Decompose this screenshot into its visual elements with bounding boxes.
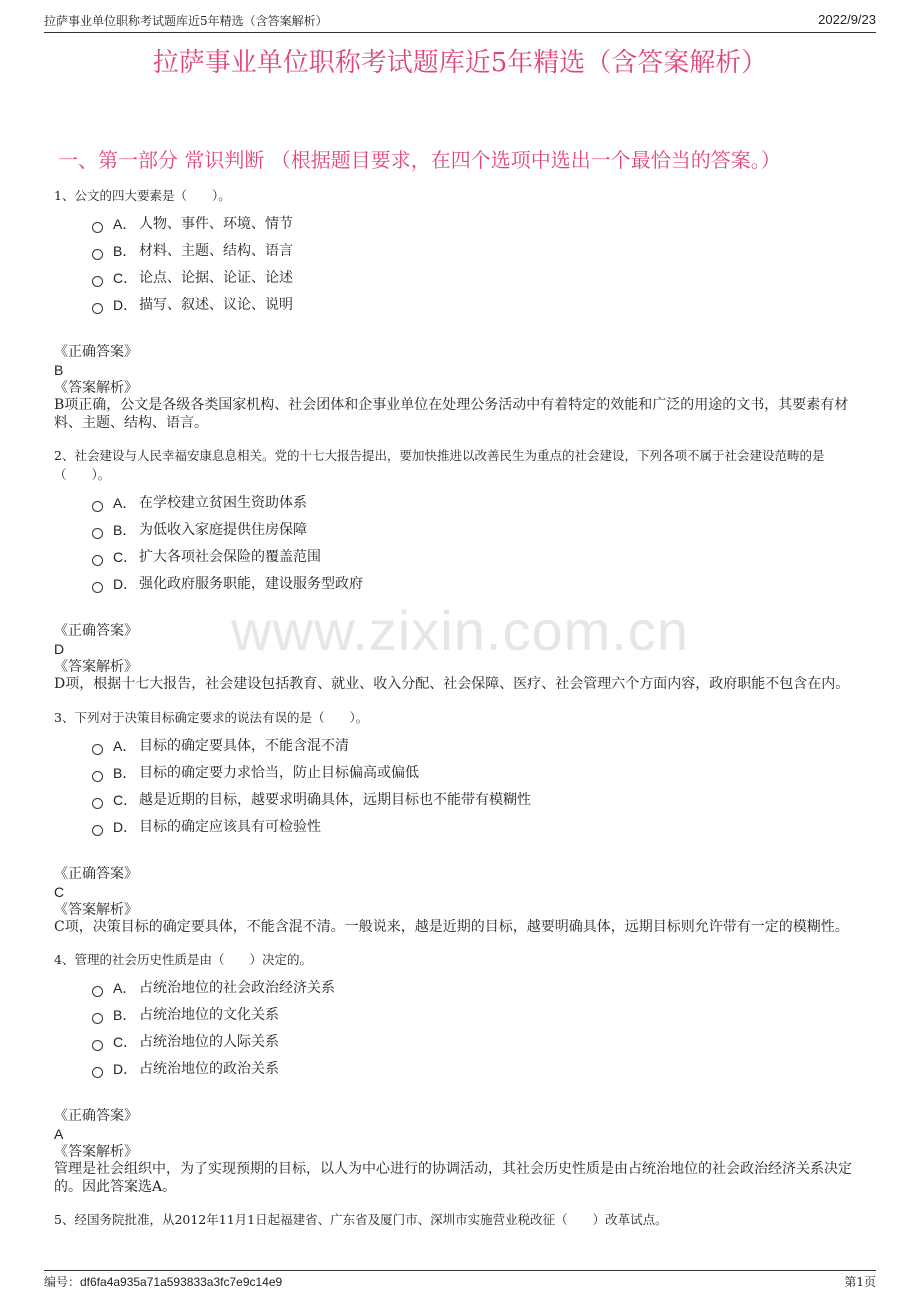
answer-label: 《正确答案》 [54,623,138,639]
question-stem: 5、经国务院批准，从2012年11月1日起福建省、广东省及厦门市、深圳市实施营业税改征（ ）改革试点。 [54,1212,668,1227]
option-text: 材料、主题、结构、语言 [139,243,293,259]
radio-icon[interactable] [92,1040,103,1051]
answer-block [54,1107,870,1196]
option-letter: A． [113,495,137,511]
option-text: 论点、论据、论证、论述 [139,270,293,286]
question-1 [54,186,870,432]
watermark: www.zixin.com.cn [231,599,689,662]
page-number: 第1页 [844,1275,876,1289]
option-text: 在学校建立贫困生资助体系 [139,495,307,511]
option-text: 占统治地位的人际关系 [139,1034,279,1050]
option-text: 强化政府服务职能，建设服务型政府 [139,576,363,592]
option-letter: D． [113,297,138,313]
answer-value: B [54,362,64,378]
radio-icon[interactable] [92,986,103,997]
radio-icon[interactable] [92,528,103,539]
question-5 [54,1210,870,1229]
option-text: 占统治地位的社会政治经济关系 [139,980,335,996]
question-stem: 4、管理的社会历史性质是由（ ）决定的。 [54,952,312,967]
radio-icon[interactable] [92,825,103,836]
answer-label: 《正确答案》 [54,865,138,882]
option-d[interactable] [92,571,870,598]
analysis-text: C项，决策目标的确定要具体，不能含混不清。一般说来，越是近期的目标，越要明确具体，远期目标则允许带有一定的模糊性。 [54,918,849,935]
option-text: 目标的确定应该具有可检验性 [139,818,321,835]
header-doc-title: 拉萨事业单位职称考试题库近5年精选（含答案解析） [44,14,328,28]
option-c[interactable] [92,544,870,571]
option-b[interactable] [92,760,870,787]
option-d[interactable] [92,1056,870,1083]
option-c[interactable] [92,1029,870,1056]
analysis-text: D项，根据十七大报告，社会建设包括教育、就业、收入分配、社会保障、医疗、社会管理六个方面内容，政府职能不包含在内。 [54,676,850,692]
radio-icon[interactable] [92,555,103,566]
radio-icon[interactable] [92,222,103,233]
radio-icon[interactable] [92,249,103,260]
option-text: 目标的确定要具体，不能含混不清 [139,737,349,754]
answer-value: C [54,883,65,900]
option-text: 目标的确定要力求恰当，防止目标偏高或偏低 [139,764,419,781]
section-title: 一、第一部分 常识判断 （根据题目要求，在四个选项中选出一个最恰当的答案。） [58,148,781,172]
option-letter: C． [113,1034,138,1050]
option-letter: C． [113,270,138,286]
answer-label: 《正确答案》 [54,1108,138,1124]
option-letter: D． [113,818,138,835]
question-4 [54,950,870,1196]
option-letter: A． [113,737,137,754]
analysis-text: 管理是社会组织中，为了实现预期的目标，以人为中心进行的协调活动，其社会历史性质是由占统治地位的社会政治经济关系决定的。因此答案选A。 [54,1161,852,1195]
radio-icon[interactable] [92,501,103,512]
option-d[interactable] [92,292,870,319]
option-list [92,211,870,319]
radio-icon[interactable] [92,303,103,314]
option-text: 占统治地位的文化关系 [139,1007,279,1023]
question-stem: 2、社会建设与人民幸福安康息息相关。党的十七大报告提出，要加快推进以改善民生为重点的社会建设，下列各项不属于社会建设范畴的是（ ）。 [54,448,825,482]
page-header [44,12,876,33]
header-date: 2022/9/23 [818,12,876,27]
option-list [92,490,870,598]
option-letter: A． [113,980,137,996]
option-a[interactable] [92,490,870,517]
radio-icon[interactable] [92,276,103,287]
option-letter: C． [113,549,138,565]
radio-icon[interactable] [92,1013,103,1024]
option-letter: B． [113,522,137,538]
option-text: 扩大各项社会保险的覆盖范围 [139,549,321,565]
option-a[interactable] [92,733,870,760]
option-letter: D． [113,1061,138,1077]
question-list [54,186,870,1229]
option-c[interactable] [92,787,870,814]
option-text: 为低收入家庭提供住房保障 [139,522,307,538]
option-text: 越是近期的目标，越要求明确具体，远期目标也不能带有模糊性 [139,791,531,808]
option-list [92,733,870,841]
question-stem: 3、下列对于决策目标确定要求的说法有误的是（ ）。 [54,709,369,725]
answer-value: A [54,1126,64,1142]
option-a[interactable] [92,975,870,1002]
option-b[interactable] [92,1002,870,1029]
radio-icon[interactable] [92,744,103,755]
radio-icon[interactable] [92,1067,103,1078]
option-c[interactable] [92,265,870,292]
question-2 [54,446,870,694]
analysis-text: B项正确，公文是各级各类国家机构、社会团体和企事业单位在处理公务活动中有着特定的效能和广泛的用途的文书，其要素有材料、主题、结构、语言。 [54,397,849,431]
option-letter: D． [113,576,138,592]
question-3 [54,708,870,937]
radio-icon[interactable] [92,798,103,809]
answer-block [54,622,870,694]
option-list [92,975,870,1083]
option-letter: A． [113,216,137,232]
page-footer [44,1270,876,1293]
option-letter: B． [113,764,137,781]
option-text: 人物、事件、环境、情节 [139,216,293,232]
analysis-label: 《答案解析》 [54,901,138,918]
analysis-label: 《答案解析》 [54,1144,138,1160]
option-a[interactable] [92,211,870,238]
option-text: 描写、叙述、议论、说明 [139,297,293,313]
analysis-label: 《答案解析》 [54,659,138,675]
option-letter: B． [113,1007,137,1023]
answer-block [54,865,870,937]
option-d[interactable] [92,814,870,841]
option-letter: C． [113,791,138,808]
question-stem: 1、公文的四大要素是（ ）。 [54,188,231,203]
analysis-label: 《答案解析》 [54,380,138,396]
radio-icon[interactable] [92,771,103,782]
document-title: 拉萨事业单位职称考试题库近5年精选（含答案解析） [152,48,768,78]
option-b[interactable] [92,238,870,265]
document-code: 编号：df6fa4a935a71a593833a3fc7e9c14e9 [44,1275,283,1289]
answer-label: 《正确答案》 [54,344,138,360]
option-text: 占统治地位的政治关系 [139,1061,279,1077]
radio-icon[interactable] [92,582,103,593]
answer-block [54,343,870,432]
option-letter: B． [113,243,137,259]
option-b[interactable] [92,517,870,544]
answer-value: D [54,641,65,657]
